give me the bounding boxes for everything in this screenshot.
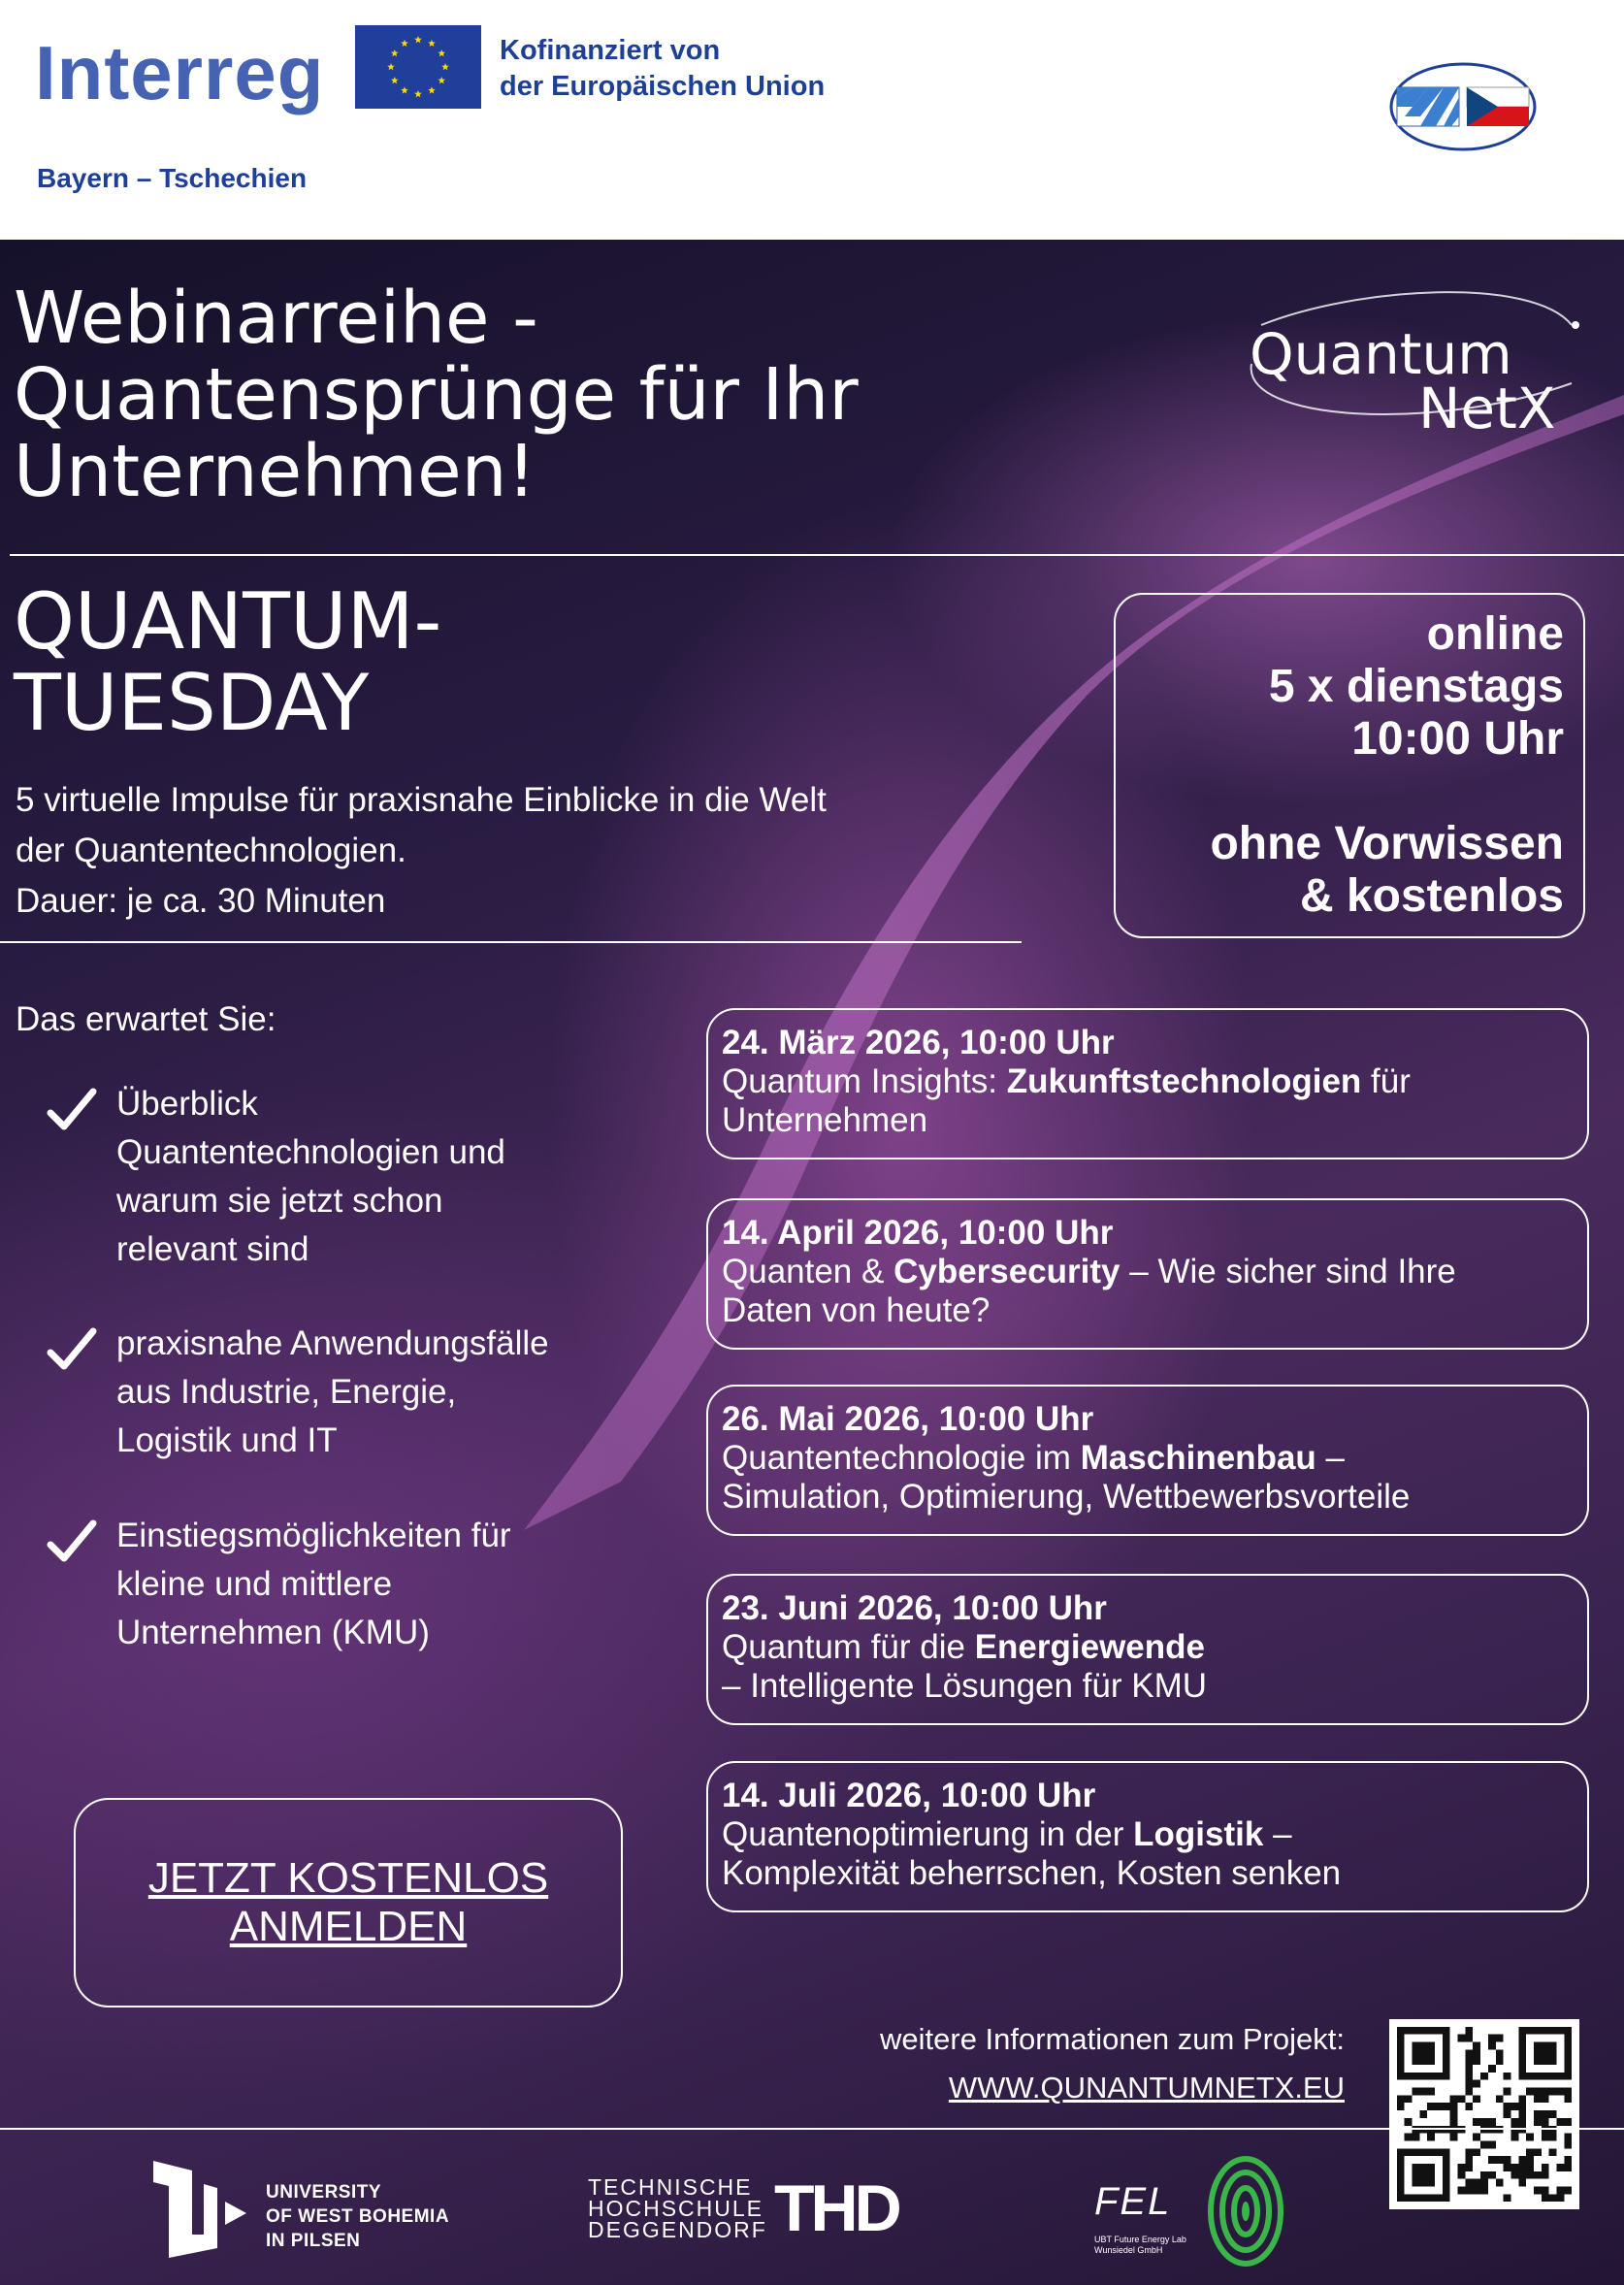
- session-topic-line: Quantenoptimierung in der Logistik –: [722, 1815, 1292, 1853]
- expectation-line: warum sie jetzt schon: [116, 1182, 443, 1220]
- expectations-heading: Das erwartet Sie:: [16, 1000, 276, 1038]
- thd-logo-line: DEGGENDORF: [588, 2217, 767, 2242]
- thd-logo-mark: THD: [774, 2171, 898, 2245]
- session-date: 14. April 2026, 10:00 Uhr: [722, 1214, 1114, 1252]
- eu-cofinance-line: der Europäischen Union: [500, 71, 826, 102]
- qr-code-icon[interactable]: [1389, 2019, 1579, 2209]
- session-card: [706, 1198, 1589, 1350]
- title-line: Webinarreihe -: [14, 277, 538, 360]
- expectation-line: kleine und mittlere: [116, 1565, 393, 1603]
- event-info-box: [1114, 593, 1585, 938]
- more-info-label: weitere Informationen zum Projekt:: [880, 2022, 1345, 2056]
- session-topic-line: Quantum Insights: Zukunftstechnologien für: [722, 1062, 1411, 1100]
- checkmark-icon: [47, 1325, 97, 1376]
- session-card: [706, 1008, 1589, 1159]
- fel-logo-subline: UBT Future Energy Lab: [1094, 2235, 1186, 2244]
- fel-logo-subline: Wunsiedel GmbH: [1094, 2245, 1163, 2255]
- uwb-logo-line: UNIVERSITY: [266, 2182, 382, 2203]
- session-card: [706, 1761, 1589, 1912]
- session-date: 23. Juni 2026, 10:00 Uhr: [722, 1589, 1107, 1627]
- intro-line: der Quantentechnologien.: [16, 832, 406, 869]
- expectation-line: Einstiegsmöglichkeiten für: [116, 1517, 511, 1554]
- divider: [10, 554, 1624, 556]
- bavaria-czech-flags-icon: [1389, 62, 1537, 151]
- eu-cofinance-text: [500, 33, 825, 105]
- session-topic-line: Quantentechnologie im Maschinenbau –: [722, 1439, 1345, 1477]
- session-date: 26. Mai 2026, 10:00 Uhr: [722, 1400, 1094, 1438]
- thd-logo-text: [588, 2176, 767, 2240]
- main-content: [0, 240, 1624, 2285]
- event-name-line: QUANTUM-: [14, 576, 442, 667]
- session-card: [706, 1385, 1589, 1536]
- quantum-netx-logo-line: Quantum: [1250, 321, 1512, 387]
- expectation-text: [116, 1512, 660, 1657]
- title-line: Unternehmen!: [14, 430, 536, 513]
- info-line: & kostenlos: [1299, 870, 1564, 922]
- session-topic-line: Quanten & Cybersecurity – Wie sicher sind Ihre: [722, 1253, 1456, 1290]
- intro-line: Dauer: je ca. 30 Minuten: [16, 882, 386, 920]
- session-card: [706, 1574, 1589, 1725]
- thd-logo-line: HOCHSCHULE: [588, 2196, 764, 2221]
- session-topic-line: Unternehmen: [722, 1101, 928, 1139]
- fel-logo-subtext: [1094, 2235, 1186, 2256]
- expectation-line: praxisnahe Anwendungsfälle: [116, 1324, 549, 1362]
- uwb-logo-line: OF WEST BOHEMIA: [266, 2206, 450, 2227]
- more-info: [880, 2015, 1345, 2112]
- register-button[interactable]: [74, 1798, 623, 2008]
- header-band: [0, 0, 1624, 240]
- checkmark-icon: [47, 1086, 97, 1136]
- divider: [0, 2128, 1624, 2130]
- uwb-logo-line: IN PILSEN: [266, 2231, 361, 2251]
- session-date: 14. Juli 2026, 10:00 Uhr: [722, 1777, 1096, 1814]
- title-line: Quantensprünge für Ihr: [14, 353, 859, 437]
- session-topic-line: Komplexität beherrschen, Kosten senken: [722, 1854, 1342, 1892]
- register-button-line: ANMELDEN: [229, 1903, 468, 1950]
- thd-logo-line: TECHNISCHE: [588, 2174, 753, 2200]
- session-topic-line: – Intelligente Lösungen für KMU: [722, 1667, 1208, 1705]
- event-name-line: TUESDAY: [14, 658, 370, 748]
- expectation-line: Unternehmen (KMU): [116, 1614, 430, 1651]
- expectation-line: Quantentechnologien und: [116, 1133, 505, 1171]
- expectation-line: Logistik und IT: [116, 1421, 338, 1459]
- expectation-text: [116, 1080, 660, 1274]
- uwb-logo-text: [266, 2180, 449, 2253]
- page-title: [14, 277, 859, 513]
- expectation-line: Überblick: [116, 1085, 258, 1123]
- fel-logo-text: FEL: [1094, 2180, 1172, 2223]
- session-topic-line: Quantum für die Energiewende: [722, 1628, 1205, 1666]
- eu-cofinance-line: Kofinanziert von: [500, 35, 721, 66]
- register-button-line: JETZT KOSTENLOS: [147, 1854, 549, 1902]
- expectation-text: [116, 1320, 660, 1465]
- session-topic-line: Simulation, Optimierung, Wettbewerbsvorteile: [722, 1478, 1411, 1516]
- divider: [0, 941, 1022, 943]
- eu-flag-icon: [355, 25, 481, 109]
- interreg-logo: Interreg: [35, 30, 325, 115]
- expectation-line: relevant sind: [116, 1230, 309, 1268]
- info-line: 5 x dienstags: [1268, 661, 1564, 712]
- session-date: 24. März 2026, 10:00 Uhr: [722, 1024, 1115, 1061]
- expectation-line: aus Industrie, Energie,: [116, 1373, 457, 1411]
- program-region: Bayern – Tschechien: [37, 163, 308, 193]
- session-topic-line: Daten von heute?: [722, 1291, 991, 1329]
- info-line: ohne Vorwissen: [1210, 818, 1564, 869]
- event-name: [14, 576, 442, 748]
- intro-text: [16, 775, 827, 927]
- intro-line: 5 virtuelle Impulse für praxisnahe Einblicke in die Welt: [16, 781, 827, 819]
- project-website-link[interactable]: WWW.QUNANTUMNETX.EU: [948, 2071, 1345, 2105]
- checkmark-icon: [47, 1518, 97, 1568]
- info-line: online: [1426, 608, 1564, 660]
- info-line: 10:00 Uhr: [1351, 713, 1564, 765]
- quantum-netx-logo-line: NetX: [1418, 375, 1556, 441]
